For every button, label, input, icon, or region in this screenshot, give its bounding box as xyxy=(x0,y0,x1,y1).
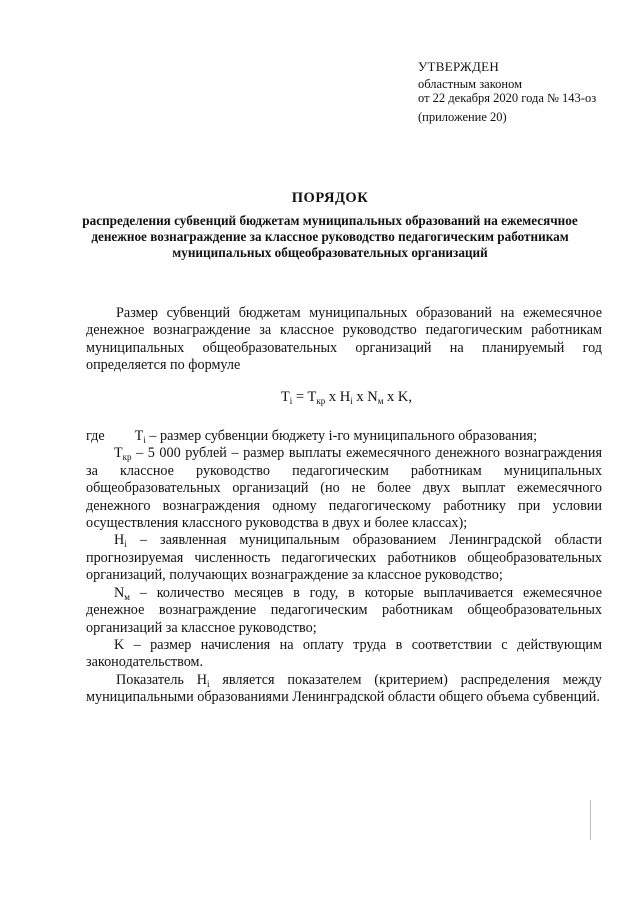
final-pre: Показатель H xyxy=(116,671,208,688)
formula xyxy=(86,389,602,406)
document-body xyxy=(86,305,602,707)
intro-paragraph: Размер субвенций бюджетам муниципальных образований на ежемесячное денежное вознаграждение за классное руководство педагогическим работникам муниципальных общеобразовательных организаций на планируемый год определяется по формуле xyxy=(86,305,602,374)
approval-law: областным законом xyxy=(418,77,523,91)
formula-kr-sub: кр xyxy=(316,395,326,406)
document-subtitle: распределения субвенций бюджетам муниципальных образований на ежемесячное денежное вознаграждение за классное руководство педагогическим работникам муниципальных общеобразовательных организаций xyxy=(82,213,578,260)
approval-block xyxy=(418,60,633,124)
formula-eq: = T xyxy=(292,388,317,405)
def-tkr-symbol: T xyxy=(114,445,123,462)
def-h-text: – заявленная муниципальным образованием Ленинградской области прогнозируемая численность педагогических работников общеобразовательных организаций, получающих вознаграждение за классное руководство; xyxy=(86,532,602,584)
final-paragraph xyxy=(86,672,602,707)
formula-t-sub: i xyxy=(289,395,293,406)
def-t-sub: i xyxy=(143,435,146,446)
formula-x1: x H xyxy=(325,388,351,405)
document-title: ПОРЯДОК xyxy=(291,190,369,206)
document-heading xyxy=(60,190,600,261)
approval-title: УТВЕРЖДЕН xyxy=(418,59,500,74)
def-h-symbol: H xyxy=(114,532,125,549)
formula-n-sub: м xyxy=(377,395,384,406)
def-n-text: – количество месяцев в году, в которые выплачивается ежемесячное денежное вознаграждение педагогическим работникам общеобразовательных организаций за классное руководство; xyxy=(86,584,602,636)
def-n-sub: м xyxy=(124,591,130,602)
final-sub: i xyxy=(207,678,210,689)
definition-t xyxy=(86,428,602,445)
approval-appendix: (приложение 20) xyxy=(418,110,507,124)
scan-mark xyxy=(590,800,591,840)
definition-tkr xyxy=(86,445,602,532)
definition-n xyxy=(86,585,602,637)
def-t-symbol: T xyxy=(134,428,144,445)
where-label: где xyxy=(86,428,105,445)
definition-h xyxy=(86,532,602,584)
def-k-text: – размер начисления на оплату труда в соответствии с действующим законодательством. xyxy=(86,636,602,671)
definition-k xyxy=(86,637,602,672)
def-t-text: – размер субвенции бюджету i-го муниципального образования; xyxy=(145,428,538,445)
def-tkr-text: – 5 000 рублей – размер выплаты ежемесячного денежного вознаграждения за классное руководство педагогическим работникам муниципальных общеобразовательных организаций (но не более двух выплат ежемесячного денежного вознаграждения одному педагогическому работнику при условии осуществления классного руководства в двух и более классах); xyxy=(86,445,602,532)
formula-x2: x N xyxy=(352,388,378,405)
def-tkr-sub: кр xyxy=(122,452,132,463)
formula-t: T xyxy=(280,388,290,405)
formula-h-sub: i xyxy=(350,395,353,406)
def-k-symbol: K xyxy=(114,636,125,653)
def-h-sub: i xyxy=(124,539,127,550)
final-post: является показателем (критерием) распределения между муниципальными образованиями Ленинградской области общего объема субвенций. xyxy=(86,671,602,706)
def-n-symbol: N xyxy=(114,584,125,601)
formula-tail: x K, xyxy=(383,388,412,405)
approval-date: от 22 декабря 2020 года № 143-оз xyxy=(418,91,597,105)
